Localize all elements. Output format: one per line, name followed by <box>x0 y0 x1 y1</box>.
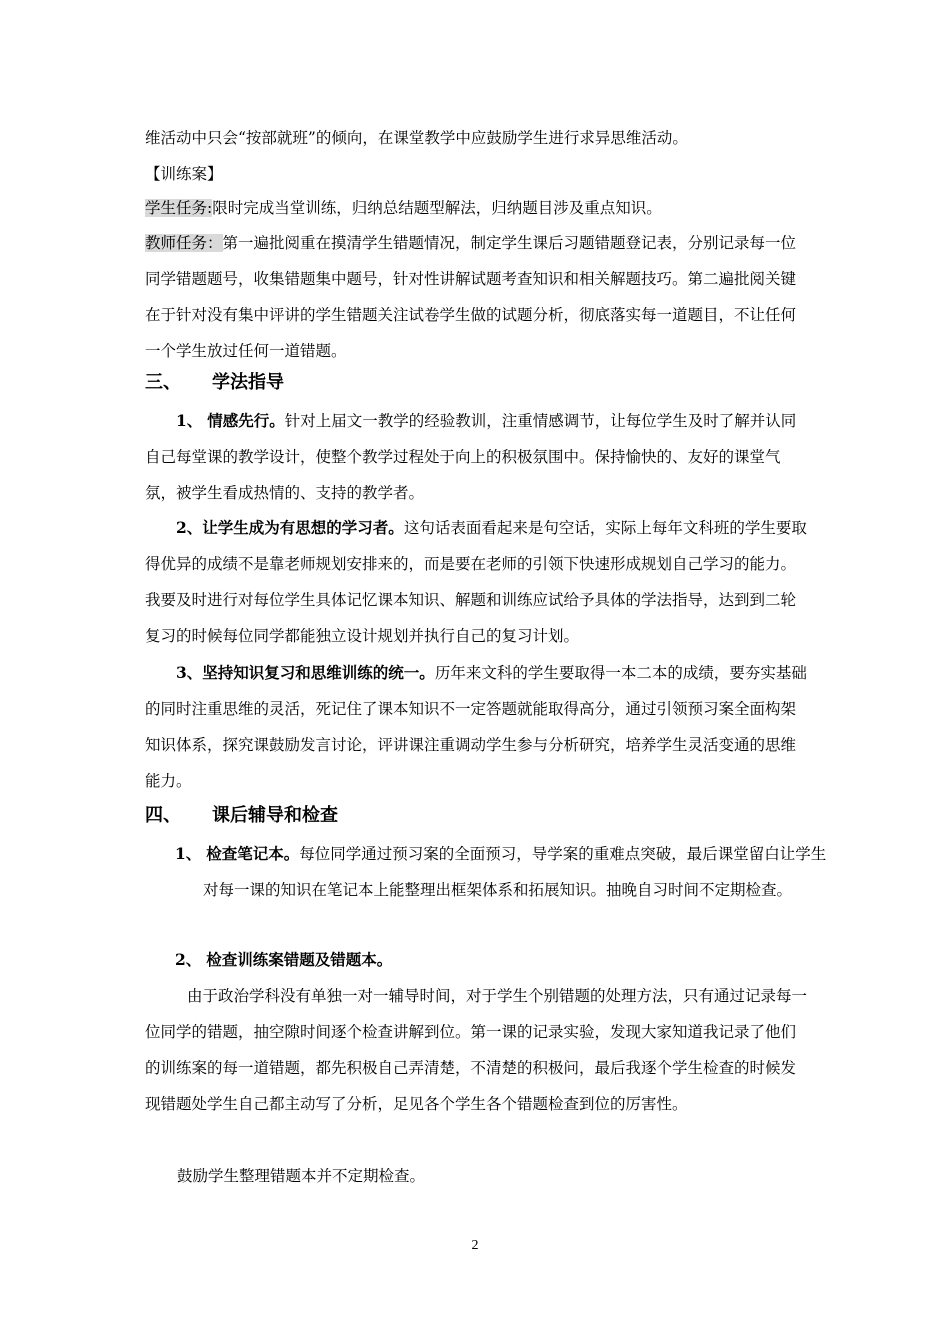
section-heading-3 <box>145 368 284 398</box>
list-item <box>145 403 810 511</box>
page-number: 2 <box>471 1238 479 1253</box>
item-text: 每位同学通过预习案的全面预习，导学案的重难点突破，最后课堂留白让学生对每一课的知识在笔记本上能整理出框架体系和拓展知识。抽晚自习时间不定期检查。 <box>203 845 827 899</box>
item-heading: 检查训练案错题及错题本。 <box>206 950 393 969</box>
list-item <box>145 655 810 799</box>
item-number: 2、 <box>176 518 203 537</box>
teacher-task-paragraph <box>145 225 810 369</box>
intro-paragraph: 维活动中只会“按部就班”的倾向，在课堂教学中应鼓励学生进行求异思维活动。 <box>145 129 688 147</box>
student-task-label: 学生任务: <box>145 199 213 217</box>
list-item <box>175 942 810 978</box>
body-paragraph: 由于政治学科没有单独一对一辅导时间，对于学生个别错题的处理方法，只有通过记录每一位同学的错题，抽空隙时间逐个检查讲解到位。第一课的记录实验，发现大家知道我记录了他们的训练案的每一道错题，都先积极自己弄清楚，不清楚的积极问，最后我逐个学生检查的时候发现错题处学生自己都主动写了分析，足见各个学生各个错题检查到位的厉害性。 <box>145 987 808 1113</box>
list-item <box>145 510 810 654</box>
item-number: 1、 <box>176 411 203 430</box>
section-number: 四、 <box>145 805 181 826</box>
teacher-task-label: 教师任务： <box>145 234 223 252</box>
item-number: 2、 <box>175 950 202 969</box>
student-task-text: 限时完成当堂训练，归纳总结题型解法，归纳题目涉及重点知识。 <box>212 199 662 217</box>
item-heading: 检查笔记本。 <box>206 844 300 863</box>
training-case-label: 【训练案】 <box>145 165 223 183</box>
item-heading: 让学生成为有思想的学习者。 <box>202 518 404 537</box>
item-number: 3、 <box>176 663 203 682</box>
section-heading-4 <box>145 801 338 831</box>
item-heading: 情感先行。 <box>207 411 285 430</box>
section-title: 学法指导 <box>212 372 284 393</box>
item-number: 1、 <box>175 844 202 863</box>
item-text: 这句话表面看起来是句空话，实际上每年文科班的学生要取得优异的成绩不是靠老师规划安排来的，而是要在老师的引领下快速形成规划自己学习的能力。我要及时进行对每位学生具体记忆课本知识、解题和训练应试给予具体的学法指导，达到到二轮复习的时候每位同学都能独立设计规划并执行自己的复习计划。 <box>145 519 807 645</box>
item-text: 针对上届文一教学的经验教训，注重情感调节，让每位学生及时了解并认同自己每堂课的教学设计，使整个教学过程处于向上的积极氛围中。保持愉快的、友好的课堂气氛，被学生看成热情的、支持的教学者。 <box>145 412 797 502</box>
body-paragraph: 鼓励学生整理错题本并不定期检查。 <box>177 1167 426 1185</box>
student-task-paragraph <box>145 190 810 226</box>
list-item <box>175 836 838 908</box>
section-title: 课后辅导和检查 <box>212 805 338 826</box>
teacher-task-text: 第一遍批阅重在摸清学生错题情况，制定学生课后习题错题登记表，分别记录每一位同学错题题号，收集错题集中题号，针对性讲解试题考查知识和相关解题技巧。第二遍批阅关键在于针对没有集中评讲的学生错题关注试卷学生做的试题分析，彻底落实每一道题目，不让任何一个学生放过任何一道错题。 <box>145 234 797 360</box>
section-number: 三、 <box>145 372 181 393</box>
item-heading: 坚持知识复习和思维训练的统一。 <box>202 663 435 682</box>
item-text: 历年来文科的学生要取得一本二本的成绩，要夯实基础的同时注重思维的灵活，死记住了课本知识不一定答题就能取得高分，通过引领预习案全面构架知识体系，探究课鼓励发言讨论，评讲课注重调动学生参与分析研究，培养学生灵活变通的思维能力。 <box>145 664 807 790</box>
